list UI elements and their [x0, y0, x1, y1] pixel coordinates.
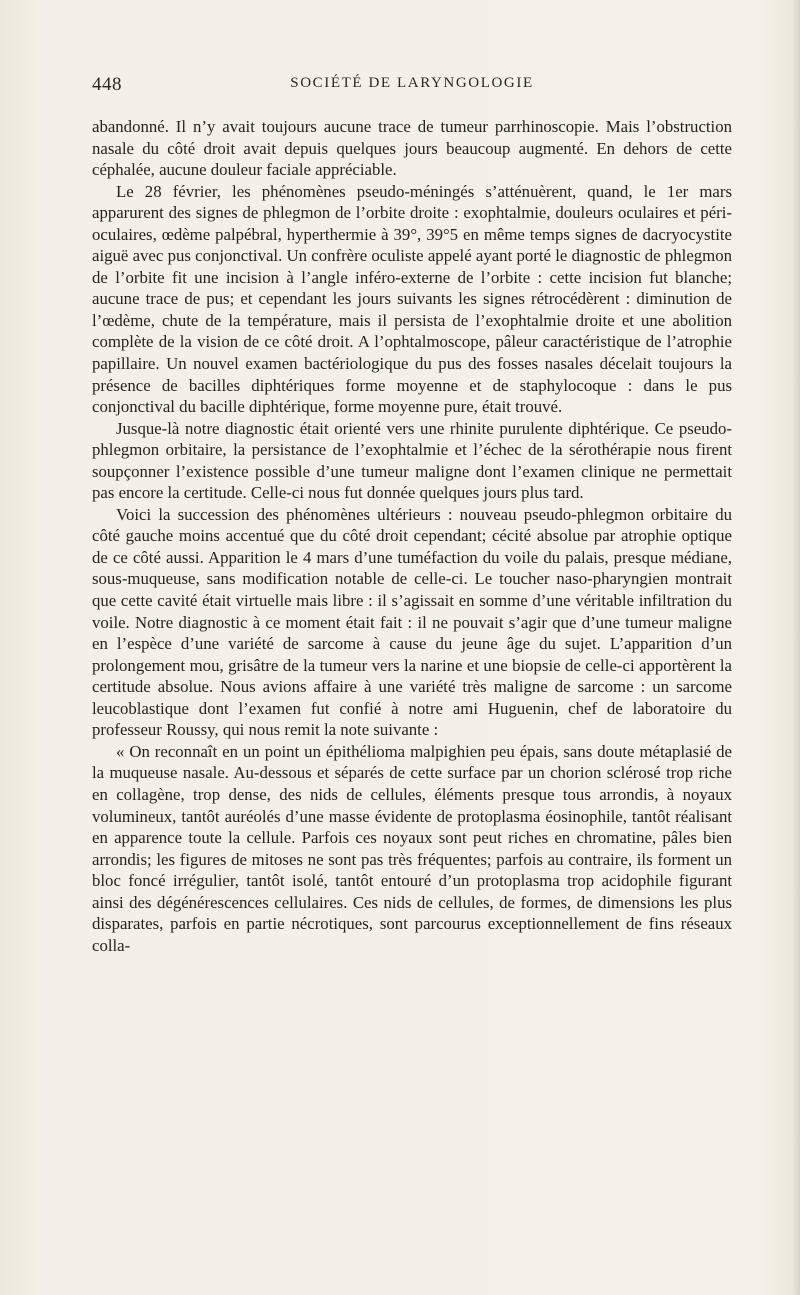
paragraph-5-quote: « On reconnaît en un point un épithélioma malpighien peu épais, sans doute métaplasié de la muqueuse nasale. Au-dessous et séparés de cette surface par un chorion sclérosé trop riche en collagène, trop dense, des nids de cellules, éléments presque tous arrondis, à noyaux volumineux, tantôt auréolés d’une masse évidente de protoplasma éosinophile, tantôt réalisant en apparence toute la cellule. Parfois ces noyaux sont peut riches en chromatine, pâles bien arrondis; les figures de mitoses ne sont pas très fréquentes; parfois au contraire, ils forment un bloc foncé irrégulier, tantôt isolé, tantôt entouré d’un protoplasma trop acidophile figurant ainsi des dégénérescences cellulaires. Ces nids de cellules, de formes, de dimensions les plus disparates, parfois en partie nécrotiques, sont parcourus exceptionnellement de fins réseaux colla-: [92, 741, 732, 955]
page-edge-shadow: [792, 0, 800, 1295]
page-header: [92, 74, 732, 98]
paragraph-2: Le 28 février, les phénomènes pseudo-méningés s’atténuèrent, quand, le 1er mars apparurent des signes de phlegmon de l’orbite droite : exophtalmie, douleurs oculaires et péri-oculaires, œdème palpébral, hyperthermie à 39°, 39°5 en même temps signes de dacryocystite aiguë avec pus conjonctival. Un confrère oculiste appelé ayant porté le diagnostic de phlegmon de l’orbite fit une incision à l’angle inféro-externe de l’orbite : cette incision fut blanche; aucune trace de pus; et cependant les jours suivants les signes rétrocédèrent : diminution de l’œdème, chute de la température, mais il persista de l’exophtalmie droite et une abolition complète de la vision de ce côté droit. A l’ophtalmoscope, pâleur caractéristique de l’atrophie papillaire. Un nouvel examen bactériologique du pus des fosses nasales décelait toujours la présence de bacilles diphtériques forme moyenne et de staphylocoque : dans le pus conjonctival du bacille diphtérique, forme moyenne pure, était trouvé.: [92, 181, 732, 417]
paragraph-1: abandonné. Il n’y avait toujours aucune trace de tumeur parrhinoscopie. Mais l’obstruction nasale du côté droit avait depuis quelques jours beaucoup augmenté. En dehors de cette céphalée, aucune douleur faciale appréciable.: [92, 117, 732, 180]
page-number: 448: [92, 74, 122, 95]
running-head: SOCIÉTÉ DE LARYNGOLOGIE: [290, 75, 534, 91]
paragraph-3: Jusque-là notre diagnostic était orienté vers une rhinite purulente diphtérique. Ce pseudo-phlegmon orbitaire, la persistance de l’exophtalmie et l’échec de la sérothérapie nous firent soupçonner l’existence possible d’une tumeur maligne dont l’examen clinique ne permettait pas encore la certitude. Celle-ci nous fut donnée quelques jours plus tard.: [92, 418, 732, 503]
paragraph-4: Voici la succession des phénomènes ultérieurs : nouveau pseudo-phlegmon orbitaire du côté gauche moins accentué que du côté droit cependant; cécité absolue par atrophie optique de ce côté aussi. Apparition le 4 mars d’une tuméfaction du voile du palais, presque médiane, sous-muqueuse, sans modification notable de celle-ci. Le toucher naso-pharyngien montrait que cette cavité était virtuelle mais libre : il s’agissait en somme d’une véritable infiltration du voile. Notre diagnostic à ce moment était fait : il ne pouvait s’agir que d’une tumeur maligne en l’espèce d’une variété de sarcome à cause du jeune âge du sujet. L’apparition d’un prolongement mou, grisâtre de la tumeur vers la narine et une biopsie de celle-ci apportèrent la certitude absolue. Nous avions affaire à une variété très maligne de sarcome : un sarcome leucoblastique dont l’examen fut confié à notre ami Huguenin, chef de laboratoire du professeur Roussy, qui nous remit la note suivante :: [92, 504, 732, 740]
body-text: [92, 116, 732, 956]
